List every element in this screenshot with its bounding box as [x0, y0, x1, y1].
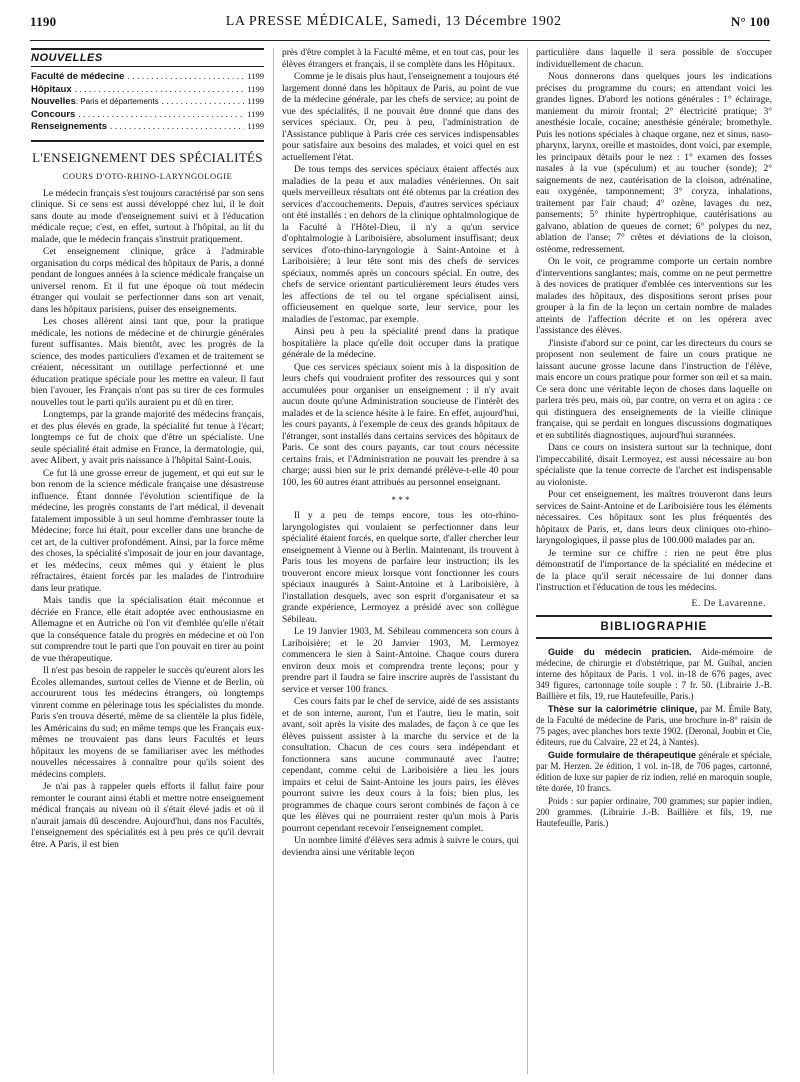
paragraph: Le 19 Janvier 1903, M. Sébileau commencera son cours à Lariboisière; et le 20 Janvier 1903, M. Lermoyez commencera le sien à Saint-Antoine. Chaque cours durera environ deux mois et comprendra trente leçons; pour y prendre part il faudra se faire inscrire auprès de l'assistant du service et verser 100 francs. [282, 627, 519, 695]
paragraph: Le médecin français s'est toujours caractérisé par son sens clinique. Si ce sens est aussi développé chez lui, il le doit sans doute au mode d'enseignement suivi et à l'éducation médicale reçue; c'est, en effet, surtout à l'hôpital, au lit du malade, que le médecin français s'instruit pratiquement. [31, 188, 264, 245]
article-subtitle: COURS D'OTO-RHINO-LARYNGOLOGIE [62, 170, 233, 181]
bibliography-title: Guide formulaire de thérapeutique [548, 749, 697, 760]
nouvelles-box [31, 48, 264, 67]
bibliography-entry [536, 796, 772, 829]
bibliography-body: générale et spéciale, par M. Herzen. 2e édition, 1 vol. in-18, de 706 pages, cartonné, édition de luxe sur papier de riz indien, relié en maroquin souple, tête dorée, 10 francs. [536, 749, 772, 793]
paragraph: Un nombre limité d'élèves sera admis à suivre le cours, qui deviendra ainsi une véritable leçon [282, 836, 519, 858]
header-rule [30, 40, 770, 41]
paragraph: particulière dans laquelle il sera possible de s'occuper individuellement de chacun. [536, 48, 772, 70]
journal-title: LA PRESSE MÉDICALE, Samedi, 13 Décembre 1902 [225, 14, 562, 29]
toc-label: Renseignements [31, 121, 108, 132]
paragraph: Il y a peu de temps encore, tous les oto-rhino-laryngologistes qui voulaient se perfectionner dans leur spécialité étaient forcés, en quelque sorte, d'aller chercher leur enseignement à Vienne ou à Berlin. Maintenant, ils trouvent à Paris tous les moyens de parfaire leur instruction; ils les trouveront encore mieux lorsque vont fonctionner les cours spéciaux inaugurés à Saint-Antoine et à Lariboisière, à l'installation desquels, avec son esprit d'organisateur et sa grande expérience, Lermoyez a présidé avec son collègue Sébileau. [282, 511, 519, 625]
column-divider [273, 48, 274, 1074]
bibliographie-list [536, 647, 772, 829]
paragraph: Les choses allèrent ainsi tant que, pour la pratique médicale, les notions de médecine et de chirurgie générales furent suffisantes. Mais bientôt, avec les progrès de la science, des modes particuliers d'examen et de traitement se créaient, nécessitant un outillage perfectionné et une éducation pratique spéciale pour les mettre en valeur. Il faut bien l'avouer, les Français n'ont pas su tirer de ces formules nouvelles tout le parti qu'ils auraient pu et dû en tirer. [31, 317, 264, 408]
toc-label: Concours [31, 108, 76, 120]
page-header [30, 8, 770, 36]
paragraph: Ainsi peu à peu la spécialité prend dans la pratique hospitalière la place qu'elle doit occuper dans la pratique générale de la médecine. [282, 327, 519, 360]
nouvelles-toc [31, 71, 264, 134]
column-2 [282, 48, 519, 1076]
column-3 [536, 48, 772, 1076]
toc-page-number: 1199 [247, 83, 264, 94]
bibliography-entry [536, 647, 772, 702]
toc-label: Hôpitaux [31, 83, 72, 95]
bibliography-entry [536, 750, 772, 794]
bibliography-title: Thèse sur la calorimétrie clinique, [548, 703, 698, 714]
bibliography-entry [536, 704, 772, 748]
paragraph: Dans ce cours on insistera surtout sur la technique, dont l'impeccabilité, disait Lermoyez, est aussi nécessaire au bon spécialiste que la tenue correcte de l'archet est indispensable au violoniste. [536, 443, 772, 488]
toc-row[interactable] [31, 84, 264, 97]
column-divider [527, 48, 528, 1074]
bibliography-body: Aide-mémoire de médecine, de chirurgie et d'obstétrique, par M. Guibal, ancien interne des hôpitaux de Paris. 1 vol. in-18 de 676 pages, avec 349 figures, cartonnage toile souple : 7 fr. 50. (Librairie J.-B. Baillière et fils, 19, rue Hautefeuille, Paris.) [536, 646, 772, 701]
issue-number: N° 100 [730, 14, 770, 29]
paragraph: Nous donnerons dans quelques jours les indications précises du programme du cours; en attendant voici les grandes lignes. D'abord les notions générales : 1° éclairage, maniement du miroir frontal; 2° électricité pratique; 3° anesthésie locale, cocaïne; anesthésie générale; bromethyle. Puis les notions spéciales à chaque organe, nez et sinus, naso-pharynx, larynx, oreille et mastoïdes, dont voici, par exemple, les principaux détails pour le nez : 1° examen des fosses nasales à la vue (spéculum) et au toucher (sonde); 2° saignements de nez, cautérisation de la cloison, adrénaline, eau oxygénée, tamponnement; 3° coryza, inhalations, traitement par l'air chaud; 4° ozène, lavages du nez, pansements; 5° rhinite hypertrophique, cautérisations au galvano, ablation de queues de cornet; 6° polypes du nez, ablation de l'anse; 7° crêtes et déviations de la cloison, ostéome, redressement. [536, 72, 772, 255]
toc-page-number: 1199 [247, 96, 264, 106]
section-separator-stars: * * * [391, 495, 410, 505]
toc-page-number: 1199 [247, 71, 264, 81]
paragraph: Cet enseignement clinique, grâce à l'admirable organisation du corps médical des hôpitaux de Paris, a donné pendant de longues années à la science médicale française un universel renom. Et il fut une époque où tout médecin étranger qui voulait se perfectionner dans son art venait, dans les hôpitaux parisiens, puiser des enseignements. [31, 247, 264, 315]
paragraph: Longtemps, par la grande majorité des médecins français, et des plus élevés en grade, la spécialité fut tenue à l'écart; longtemps ce fut de choix que d'être un spécialiste. Une seule spécialité était admise en France, la dermatologie, qui, avec Alibert, y avait pris naissance à l'hôpital Saint-Louis. [31, 410, 264, 466]
paragraph: Je n'ai pas à rappeler quels efforts il fallut faire pour remonter le courant ainsi établi et mettre notre enseignement médical français au niveau où il s'était élevé jadis et où il n'aurait jamais dû descendre. Aujourd'hui, dans nos Facultés, l'enseignement des spécialités est à peu près ce qu'il devrait être. A Paris, il est bien [31, 782, 264, 850]
paragraph: Pour cet enseignement, les maîtres trouveront dans leurs services de Saint-Antoine et de Lariboisière tous les éléments nécessaires. Ces hôpitaux sont les plus fréquentés des hôpitaux de Paris, et, dans leurs deux cliniques oto-rhino-laryngologiques, il passe plus de 100.000 malades par an. [536, 490, 772, 546]
bibliography-body: par M. Émile Baty, de la Faculté de médecine de Paris, une brochure in-8° raisin de 75 pages, avec planches hors texte 1902. (Deronal, Joubin et Cie, éditeurs, rue du Calvaire, 22 et 24, à Nantes). [536, 703, 772, 747]
toc-sublabel: : Paris et départements [75, 97, 159, 106]
article-title: L'ENSEIGNEMENT DES SPÉCIALITÉS [32, 149, 263, 165]
paragraph: Je termine sur ce chiffre : rien ne peut être plus démonstratif de l'importance de la spécialité en médecine et de la place qu'il serait nécessaire de lui donner dans l'instruction et l'éducation de tous les médecins. [536, 548, 772, 593]
paragraph: Ces cours faits par le chef de service, aidé de ses assistants et de son interne, auront, l'un et l'autre, lieu le matin, soit avant, soit après la visite des malades, de façon à ce que les élèves puissent assister à la marche du service et de la consultation. Chacun de ces cours sera indépendant et fonctionnera sans aucune communauté avec l'autre; cependant, comme celui de Lariboisière a lieu les jours impairs et celui de Saint-Antoine les jours pairs, les élèves pourront suivre les deux cours à la fois; bien plus, les programmes de chaque cours seront combinés de façon à ce que les élèves qui ne pourraient rester qu'un mois à Paris pourront cependant recevoir l'enseignement complet. [282, 697, 519, 834]
toc-row[interactable] [31, 71, 264, 84]
paragraph: Que ces services spéciaux soient mis à la disposition de leurs chefs qui voudraient profiter des ressources qui y sont accumulées pour organiser un enseignement : il n'y avait aucun doute qu'une Administration soucieuse de l'intérêt des malades et de la science hésite à le faire. En effet, aujourd'hui, les cours payants, à l'exemple de ceux des grands hôpitaux de l'étranger, sont installés dans certains services des hôpitaux de Paris. Ce sont des cours payants, car tout cours nécessite certains frais, et l'Administration ne pouvait les prendre à sa charge; aussi bien sur le prix demandé prélève-t-elle 40 pour 100, les 60 autres étant attribués au personnel enseignant. [282, 362, 519, 488]
section-rule [31, 140, 264, 142]
toc-leader-dots [127, 72, 244, 84]
bibliography-body: Poids : sur papier ordinaire, 700 grammes; sur papier indien, 200 grammes. (Librairie J.-B. Baillière et fils, 19, rue Hautefeuille, Paris.) [536, 795, 772, 828]
paragraph: près d'être complet à la Faculté même, et en tout cas, pour les élèves étrangers et français, il se complète dans les Hôpitaux. [282, 48, 519, 70]
author-signature: E. De Lavarenne. [691, 598, 766, 609]
bibliographie-heading: BIBLIOGRAPHIE [536, 615, 772, 639]
toc-row[interactable] [31, 121, 264, 134]
toc-leader-dots [75, 85, 245, 97]
paragraph: Comme je le disais plus haut, l'enseignement a toujours été largement donné dans les hôpitaux de Paris, au point de vue de la médecine générale, par les chefs de service; au point de vue des spécialités, il ne pouvait être donné que dans des services spéciaux. Or, peu à peu, l'administration de l'Assistance publique à Paris crée ces services indispensables pour satisfaire aux besoins des malades, et voici quel en est actuellement l'état. [282, 72, 519, 163]
toc-label: Nouvelles [31, 96, 76, 107]
toc-page-number: 1199 [247, 108, 264, 119]
toc-row[interactable] [31, 109, 264, 122]
toc-leader-dots [162, 97, 245, 109]
paragraph: Mais tandis que la spécialisation était méconnue et décriée en France, elle était adoptée avec enthousiasme en Allemagne et en Autriche où l'on vit d'emblée qu'elle n'était que la conséquence fatale du progrès en médecine et où l'on sut comprendre tout le parti que l'on pouvait en tirer au point de vue thérapeutique. [31, 596, 264, 664]
paragraph: Ce fut là une grosse erreur de jugement, et qui eut sur le bon renom de la science médicale française une désastreuse influence. Étant donnée l'évolution scientifique de la médecine, les progrès constants de l'art médical, il devenait fatalement impossible à un seul homme d'embrasser toute la Médecine; force lui était, pour exceller dans une branche de cet art, de la cultiver profondément. Ainsi, par la force même des choses, la spécialité s'imposait de jour en jour davantage, et les médecins, ceux mêmes qui y étaient le plus réfractaires, étaient forcés par les malades de l'introduire dans leur pratique. [31, 468, 264, 594]
toc-leader-dots [110, 122, 244, 134]
toc-leader-dots [78, 110, 244, 122]
toc-row[interactable] [31, 96, 264, 109]
toc-label: Faculté de médecine [31, 71, 125, 82]
column-1 [31, 48, 264, 1076]
page-number: 1190 [30, 14, 57, 29]
nouvelles-heading: NOUVELLES [31, 52, 103, 64]
paragraph: On le voit, ce programme comporte un certain nombre d'interventions sanglantes; mais, comme on ne peut permettre à des novices de pratiquer d'emblée ces interventions sur les malades des hôpitaux, des dispositions seront prises pour grouper à la fin de la leçon un certain nombre de malades atteints de l'affection décrite et on les opérera avec l'assistance des élèves. [536, 257, 772, 336]
paragraph: De tous temps des services spéciaux étaient affectés aux maladies de la peau et aux maladies vénériennes. On sait quels merveilleux résultats ont été obtenus par la création des services d'accouchements. Depuis, d'autres services spéciaux ont été installés : en dehors de la clinique ophtalmologique de la Faculté à l'Hôtel-Dieu, il n'y a qu'un service d'ophtalmologie à Lariboisière, absolument insuffisant; deux services d'oto-rhino-laryngologie à Saint-Antoine et à Lariboisière; à leur tête sont mis des chefs de services spéciaux, nommés après un concours spécial. En outre, des chefs de service orientant particulièrement leurs études vers les affections de tel ou tel organe spécialisent ainsi, officieusement en quelque sorte, leur service, pour les maladies de l'estomac, par exemple. [282, 165, 519, 325]
toc-page-number: 1199 [247, 121, 264, 131]
paragraph: J'insiste d'abord sur ce point, car les directeurs du cours se proposent non seulement de faire un cours pratique ne laissant aucune grosse lacune dans l'instruction de l'élève, mais encore un cours pratique pour former son œil et sa main. Ce sera donc une véritable leçon de choses dans laquelle on parlera très peu, mais où, par contre, on verra et on agira : ce qui distinguera des enseignements de la vieille clinique française, qui se perdait en longues discussions dogmatiques et en subtilités diagnostiques, aujourd'hui surannées. [536, 338, 772, 441]
bibliography-title: Guide du médecin praticien. [548, 646, 692, 657]
paragraph: Il n'est pas besoin de rappeler le succès qu'eurent alors les Écoles allemandes, surtout celles de Vienne et de Berlin, où accoururent tous les médecins étrangers, où longtemps vinrent comme en pèlerinage tous les spécialistes du monde. Paris s'en trouva déserté, même de sa clientèle la plus fidèle, les Américains du sud; en même temps que les Français eux-mêmes ne trouvaient pas dans leurs Facultés et leurs hôpitaux les moyens de se familiariser avec les méthodes nouvelles nécessaires à connaître pour qu'ils soient des médecins complets. [31, 666, 264, 780]
